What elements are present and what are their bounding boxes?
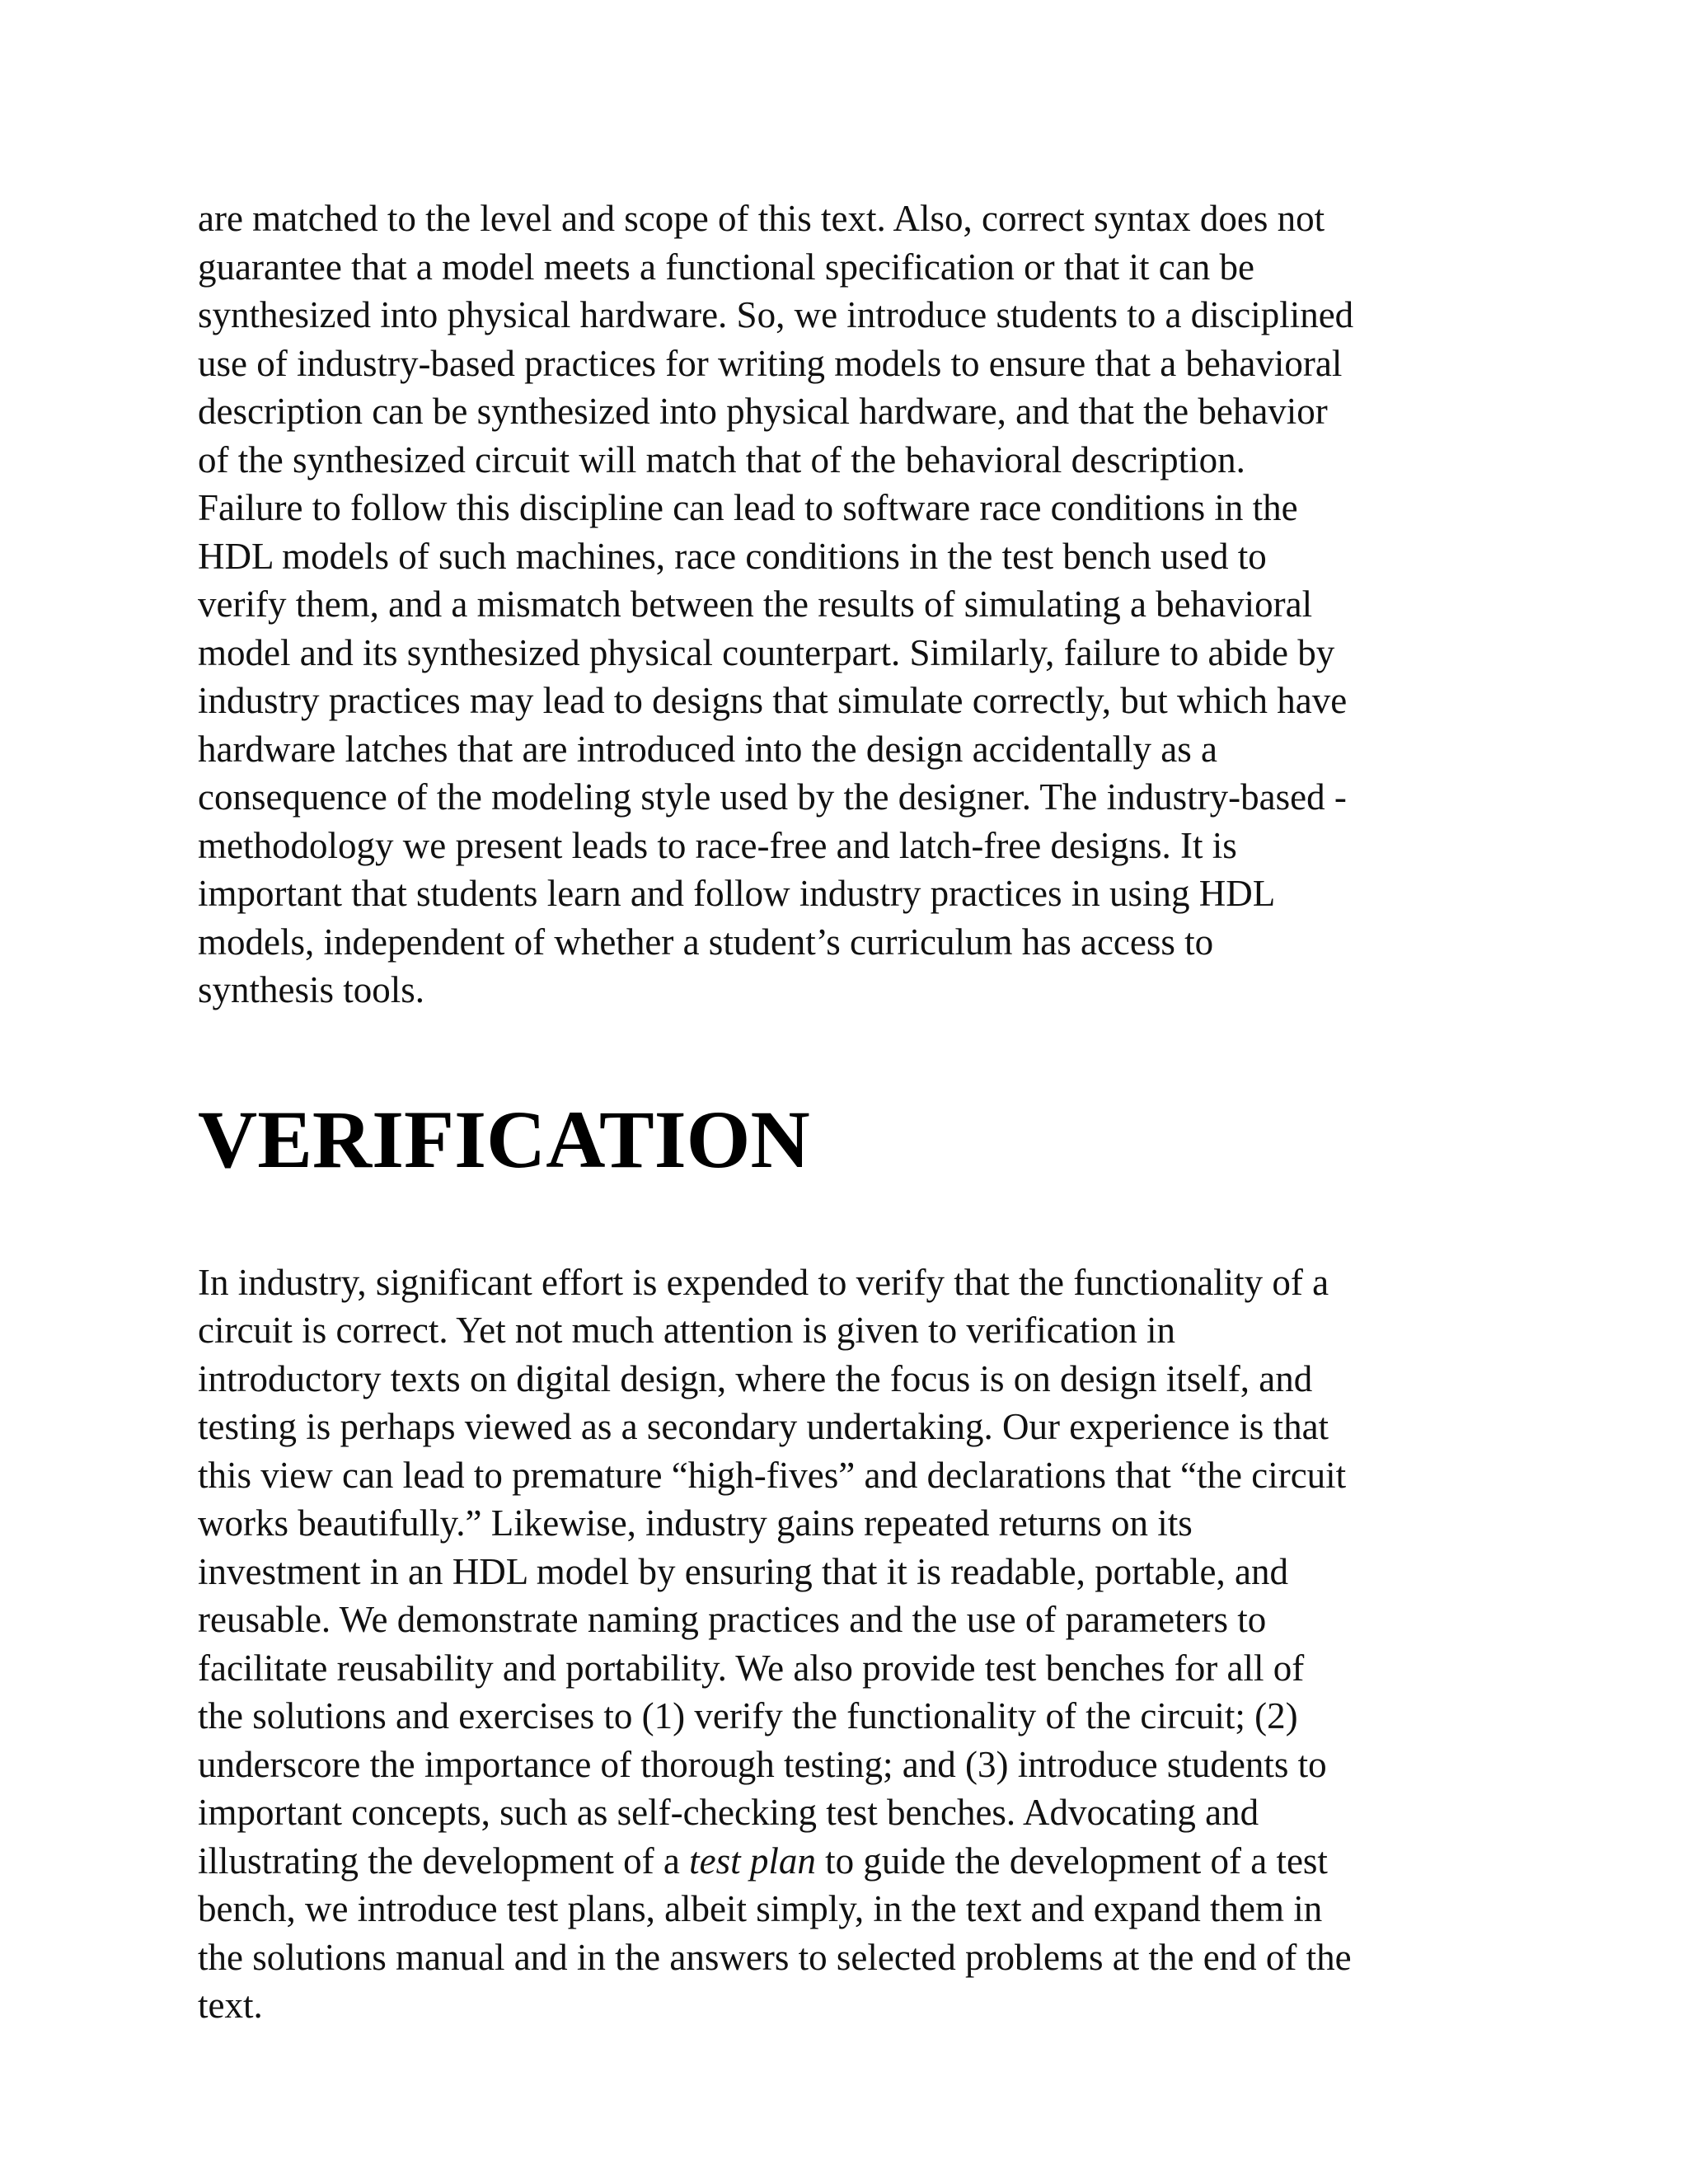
text-line: this view can lead to premature “high-fives” and declarations that “the circuit <box>198 1454 1347 1496</box>
text-line: bench, we introduce test plans, albeit simply, in the text and expand them in <box>198 1888 1323 1929</box>
text-line: models, independent of whether a student’s curriculum has access to <box>198 921 1214 963</box>
body-paragraph-1 <box>198 194 1517 1015</box>
text-line: use of industry-based practices for writing models to ensure that a behavioral <box>198 342 1343 384</box>
text-line: synthesis tools. <box>198 969 425 1010</box>
text-line: introductory texts on digital design, where the focus is on design itself, and <box>198 1357 1313 1399</box>
text-line-with-italic <box>198 1837 1517 1886</box>
text-line: reusable. We demonstrate naming practices and the use of parameters to <box>198 1599 1267 1640</box>
text-line: facilitate reusability and portability. We also provide test benches for all of <box>198 1647 1305 1689</box>
section-heading: VERIFICATION <box>198 1093 810 1185</box>
text-line: circuit is correct. Yet not much attention is given to verification in <box>198 1310 1175 1351</box>
text-line: testing is perhaps viewed as a secondary undertaking. Our experience is that <box>198 1406 1329 1447</box>
text-line: hardware latches that are introduced into the design accidentally as a <box>198 728 1217 770</box>
text-line: works beautifully.” Likewise, industry gains repeated returns on its <box>198 1502 1193 1544</box>
text-line: text. <box>198 1985 263 2026</box>
text-segment: to guide the development of a test <box>815 1840 1328 1882</box>
page-content <box>198 194 1517 2030</box>
text-line: industry practices may lead to designs that simulate correctly, but which have <box>198 680 1348 721</box>
text-line: In industry, significant effort is expended to verify that the functionality of a <box>198 1261 1329 1303</box>
text-line: are matched to the level and scope of this text. Also, correct syntax does not <box>198 198 1325 239</box>
text-line: the solutions manual and in the answers to selected problems at the end of the <box>198 1936 1352 1978</box>
text-line: model and its synthesized physical counterpart. Similarly, failure to abide by <box>198 631 1335 673</box>
text-line: underscore the importance of thorough testing; and (3) introduce students to <box>198 1743 1327 1785</box>
text-line: Failure to follow this discipline can lead to software race conditions in the <box>198 487 1298 528</box>
text-line: investment in an HDL model by ensuring that it is readable, portable, and <box>198 1550 1288 1592</box>
text-line: HDL models of such machines, race conditions in the test bench used to <box>198 535 1267 577</box>
text-line: consequence of the modeling style used by the designer. The industry-based - <box>198 776 1347 818</box>
text-line: important that students learn and follow industry practices in using HDL <box>198 873 1276 914</box>
text-line: important concepts, such as self-checking test benches. Advocating and <box>198 1792 1259 1833</box>
text-line: synthesized into physical hardware. So, we introduce students to a disciplined <box>198 294 1354 335</box>
text-line: verify them, and a mismatch between the results of simulating a behavioral <box>198 583 1313 625</box>
text-line: of the synthesized circuit will match that of the behavioral description. <box>198 438 1245 480</box>
italic-term: test plan <box>689 1840 816 1882</box>
text-line: the solutions and exercises to (1) verify the functionality of the circuit; (2) <box>198 1695 1298 1736</box>
text-line: description can be synthesized into physical hardware, and that the behavior <box>198 391 1328 432</box>
text-segment: illustrating the development of a <box>198 1840 690 1882</box>
text-line: methodology we present leads to race-free and latch-free designs. It is <box>198 824 1237 866</box>
text-line: guarantee that a model meets a functional specification or that it can be <box>198 246 1254 288</box>
body-paragraph-2 <box>198 1258 1517 2030</box>
